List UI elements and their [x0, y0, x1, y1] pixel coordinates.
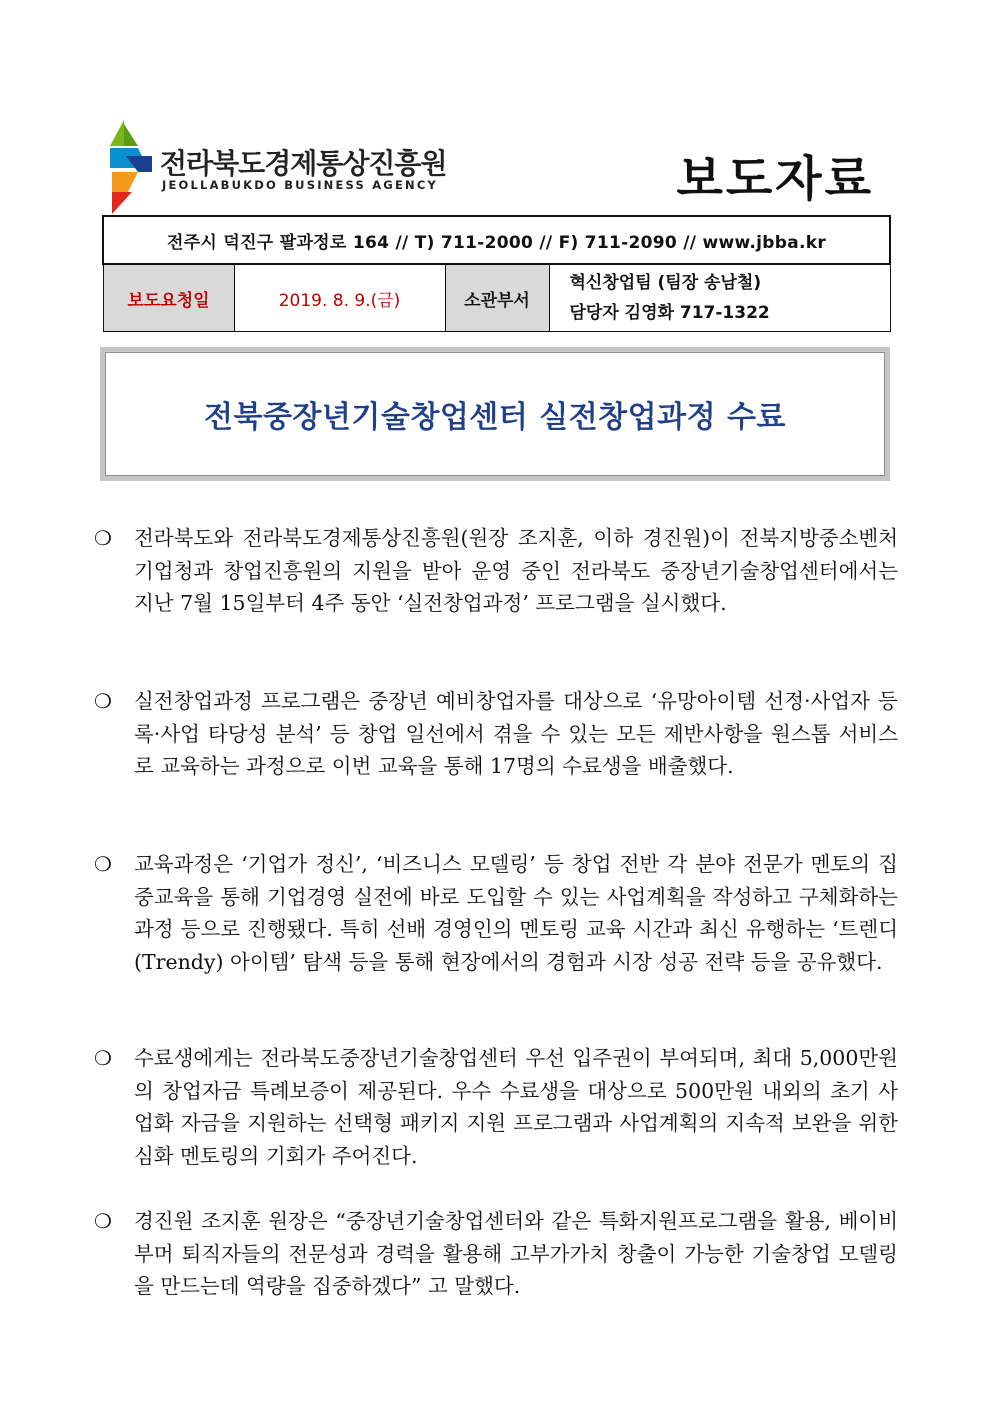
release-date-value: 2019. 8. 9.(금) [234, 264, 445, 332]
org-name: 전라북도경제통상진흥원 [160, 147, 447, 180]
address-line: 전주시 덕진구 팔과정로 164 // T) 711-2000 // F) 711-2090 // www.jbba.kr [103, 216, 890, 264]
paragraph-text: 교육과정은 ‘기업가 정신’, ‘비즈니스 모델링’ 등 창업 전반 각 분야 전문가 멘토의 집중교육을 통해 기업경영 실전에 바로 도입할 수 있는 사업계획을 작성하고 구체화하는 과정 등으로 진행됐다. 특히 선배 경영인의 멘토링 교육 시간과 최신 유행하는 ‘트렌디(Trendy) 아이템’ 탐색 등을 통해 현장에서의 경험과 시장 성공 전략 등을 공유했다. [134, 852, 898, 974]
logo-orange-shape [112, 172, 138, 192]
department-contact: 담당자 김영화 717-1322 [569, 303, 770, 323]
logo-red-shape [112, 192, 132, 214]
department-team: 혁신창업팀 (팀장 송남철) [569, 273, 762, 293]
paragraph-text: 경진원 조지훈 원장은 “중장년기술창업센터와 같은 특화지원프로그램을 활용, 베이비부머 퇴직자들의 전문성과 경력을 활용해 고부가가치 창출이 가능한 기술창업 모델링을 만드는데 역량을 집중하겠다” 고 말했다. [134, 1209, 898, 1298]
logo-green-shape [110, 120, 124, 146]
logo-green-shape-2 [124, 124, 138, 146]
org-name-en: JEOLLABUKDO BUSINESS AGENCY [162, 178, 438, 192]
paragraph-4 [94, 1042, 898, 1172]
bullet-icon: ❍ [94, 526, 112, 550]
bullet-icon: ❍ [94, 689, 112, 713]
release-row [103, 264, 890, 332]
paragraph-1 [94, 522, 898, 620]
department-label: 소관부서 [445, 264, 549, 332]
doc-type-heading: 보도자료 [676, 151, 874, 207]
paragraph-5 [94, 1205, 898, 1303]
department-value [549, 264, 890, 332]
paragraph-3 [94, 848, 898, 978]
release-date-label: 보도요청일 [103, 264, 234, 332]
paragraph-text: 전라북도와 전라북도경제통상진흥원(원장 조지훈, 이하 경진원)이 전북지방중소벤처기업청과 창업진흥원의 지원을 받아 운영 중인 전라북도 중장년기술창업센터에서는 지난 7월 15일부터 4주 동안 ‘실전창업과정’ 프로그램을 실시했다. [134, 526, 898, 615]
press-info-table [102, 215, 891, 332]
paragraph-text: 실전창업과정 프로그램은 중장년 예비창업자를 대상으로 ‘유망아이템 선정·사업자 등록·사업 타당성 분석’ 등 창업 일선에서 겪을 수 있는 모든 제반사항을 원스톱 서비스로 교육하는 과정으로 이번 교육을 통해 17명의 수료생을 배출했다. [134, 689, 898, 778]
headline-box [100, 347, 890, 481]
paragraph-2 [94, 685, 898, 783]
agency-logo [108, 120, 447, 215]
address-row [103, 216, 890, 264]
paragraph-text: 수료생에게는 전라북도중장년기술창업센터 우선 입주권이 부여되며, 최대 5,000만원의 창업자금 특례보증이 제공된다. 우수 수료생을 대상으로 500만원 내외의 초기 사업화 자금을 지원하는 선택형 패키지 지원 프로그램과 사업계획의 지속적 보완을 위한 심화 멘토링의 기회가 주어진다. [134, 1046, 898, 1168]
headline-title: 전북중장년기술창업센터 실전창업과정 수료 [203, 400, 786, 435]
agency-logo-mark [108, 120, 158, 215]
bullet-icon: ❍ [94, 1209, 112, 1233]
bullet-icon: ❍ [94, 1046, 112, 1070]
bullet-icon: ❍ [94, 852, 112, 876]
